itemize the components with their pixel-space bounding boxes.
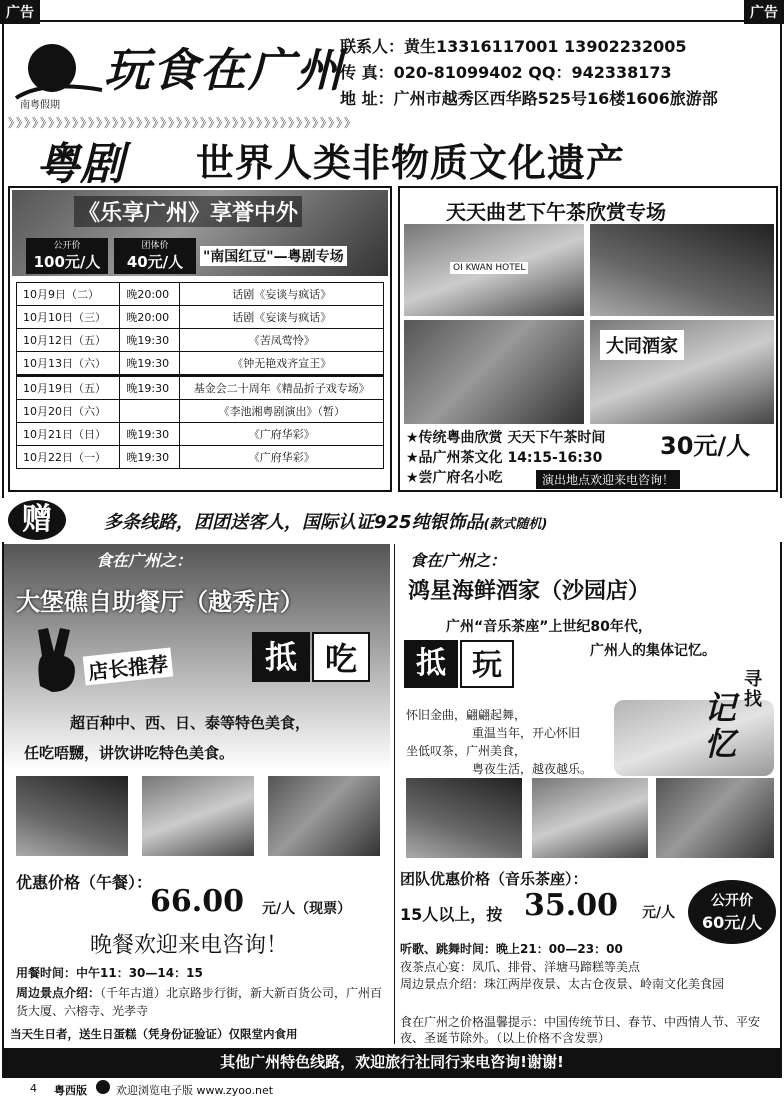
buffet-eat-badge: [252, 632, 372, 682]
schedule-date: 10月22日（一）: [17, 446, 120, 469]
buffet-price-unit: 元/人（现票）: [262, 901, 352, 917]
public-price-badge: [26, 238, 108, 274]
group-price-value: 40元/人: [126, 253, 184, 271]
schedule-date: 10月9日（二）: [17, 283, 120, 306]
buffet-hours: 用餐时间：中午11：30—14：15: [16, 966, 203, 980]
schedule-date: 10月19日（五）: [17, 376, 120, 400]
ad-tag-left: 广告: [0, 0, 40, 24]
schedule-date: 10月20日（六）: [17, 400, 120, 423]
buffet-kicker: 食在广州之：: [96, 551, 193, 570]
footer-bar: 其他广州特色线路，欢迎旅行社同行来电咨询!谢谢!: [2, 1048, 782, 1076]
schedule-show: 基金会二十周年《精品折子戏专场》: [180, 376, 384, 400]
seafood-price-value: 35.00: [524, 888, 618, 923]
schedule-show: 话剧《妄谈与疯话》: [180, 283, 384, 306]
contact-person-label: 联系人：: [340, 37, 405, 56]
schedule-time: 晚19:30: [120, 446, 180, 469]
buffet-food-photo-2: [142, 776, 254, 856]
seafood-music-label: 广州“音乐茶座”上世纪80年代，: [446, 619, 652, 635]
buffet-dinner-note: 晚餐欢迎来电咨询！: [90, 933, 289, 958]
buffet-price-value: 66.00: [150, 884, 244, 919]
page-number: 4: [30, 1082, 37, 1095]
seafood-memory-text-2: 记忆: [704, 689, 737, 763]
schedule-date: 10月12日（五）: [17, 329, 120, 352]
victory-hand-icon: [30, 626, 84, 694]
teacup-photo: [614, 700, 774, 776]
gift-badge: 赠: [8, 500, 66, 540]
schedule-row: [17, 329, 384, 352]
schedule-time: [120, 400, 180, 423]
teahouse-panel-title: 天天曲艺下午茶欣赏专场: [446, 200, 666, 224]
contact-block: [340, 34, 718, 112]
schedule-show: 《苦凤莺怜》: [180, 329, 384, 352]
seafood-poem-1: 怀旧金曲，翩翩起舞，: [406, 708, 527, 722]
seafood-poem-2: 重温当年，开心怀旧: [472, 726, 581, 740]
schedule-time: 晚19:30: [120, 423, 180, 446]
chevron-divider: 》》》》》》》》》》》》》》》》》》》》》》》》》》》》》》》》》》》》》》》》》》》: [8, 116, 359, 130]
gift-main-text: 多条线路，团团送客人，国际认证925纯银饰品: [104, 512, 484, 533]
dance-photo: [406, 778, 522, 858]
buffet-nearby: [16, 984, 386, 1020]
public-price-value: 100元/人: [33, 253, 101, 271]
teahouse-venue-note: 演出地点欢迎来电咨询！: [536, 470, 680, 489]
brand-logo-text: 玩食在广州: [104, 43, 344, 97]
hotel-sign: OI KWAN HOTEL: [450, 262, 528, 274]
page-edition: 粤西版: [54, 1084, 87, 1097]
contact-address-value: 广州市越秀区西华路525号16楼1606旅游部: [393, 89, 718, 108]
buffet-line-2: 任吃唔嬲，讲饮讲吃特色美食。: [24, 744, 235, 762]
teahouse-bullet-2: ★品广州茶文化: [406, 450, 503, 466]
seafood-kicker: 食在广州之：: [410, 551, 507, 570]
schedule-show: 话剧《妄谈与疯话》: [180, 306, 384, 329]
schedule-row: [17, 283, 384, 306]
seafood-name: 鸿星海鲜酒家（沙园店）: [408, 579, 651, 604]
buffet-food-photo-1: [16, 776, 128, 856]
teahouse-price: 30元/人: [660, 432, 751, 460]
contact-address-label: 地 址：: [340, 89, 394, 108]
site-logo-icon: [96, 1080, 110, 1094]
schedule-row: [17, 376, 384, 400]
seafood-hours: 听歌、跳舞时间：晚上21：00—23：00: [400, 942, 623, 956]
teahouse-bullet-1: ★传统粤曲欣赏: [406, 430, 503, 446]
schedule-time: 晚19:30: [120, 329, 180, 352]
seafood-public-price-badge: [688, 880, 776, 944]
opera-panel-title: 《乐享广州》享誉中外: [74, 196, 302, 227]
seafood-play-badge-2: 玩: [460, 640, 514, 688]
buffet-recommend-badge: 店长推荐: [83, 647, 174, 685]
brand-tagline: 南粤假期: [20, 100, 60, 111]
seafood-memory-text-1: 寻找: [744, 669, 762, 710]
seafood-snack: 夜茶点心宴：凤爪、排骨、洋塘马蹄糕等美点: [400, 960, 641, 974]
schedule-date: 10月10日（三）: [17, 306, 120, 329]
buffet-food-photo-3: [268, 776, 380, 856]
seafood-price-prefix: 15人以上，按: [400, 905, 503, 924]
schedule-date: 10月21日（日）: [17, 423, 120, 446]
schedule-time: 晚19:30: [120, 352, 180, 376]
river-photo: [404, 320, 584, 424]
group-price-badge: [114, 238, 196, 274]
schedule-row: [17, 352, 384, 376]
city-skyline-photo: [590, 224, 774, 316]
crowd-photo: [532, 778, 648, 858]
schedule-show: 《广府华彩》: [180, 423, 384, 446]
seafood-price-unit: 元/人: [642, 905, 676, 921]
seafood-poem-3: 坐低叹茶，广州美食，: [406, 744, 527, 758]
buffet-eat-badge-2: 吃: [312, 632, 370, 682]
buffet-line-1: 超百种中、西、日、泰等特色美食，: [70, 714, 311, 732]
schedule-show: 《广府华彩》: [180, 446, 384, 469]
hotel-photo: [404, 224, 584, 316]
restaurant-photo: [590, 320, 774, 424]
opera-schedule-table: [16, 282, 384, 469]
seafood-play-badge-1: 抵: [404, 640, 458, 688]
schedule-date: 10月13日（六）: [17, 352, 120, 376]
ad-tag-right: 广告: [744, 0, 784, 24]
seafood-poem: [406, 706, 592, 778]
seafood-public-value: 60元/人: [701, 913, 763, 932]
opera-panel-subtitle: "南国红豆"—粤剧专场: [200, 246, 347, 266]
schedule-row: [17, 423, 384, 446]
buffet-eat-badge-1: 抵: [252, 632, 310, 682]
contact-person-value: 黄生13316117001 13902232005: [404, 37, 687, 56]
contact-fax-value: 020-81099402 QQ：942338173: [393, 63, 672, 82]
schedule-row: [17, 400, 384, 423]
buffet-nearby-label: 周边景点介绍：: [16, 986, 101, 1000]
buffet-price-label: 优惠价格（午餐）：: [16, 873, 153, 892]
buffet-name: 大堡礁自助餐厅（越秀店）: [16, 588, 304, 616]
seafood-play-badge: [404, 640, 524, 690]
seafood-poem-4: 粤夜生活，越夜越乐。: [472, 762, 593, 776]
teahouse-bullet-1-extra: 天天下午茶时间: [507, 430, 606, 446]
seafood-public-label: 公开价: [711, 893, 753, 909]
gift-suffix: (款式随机): [483, 517, 548, 532]
teahouse-bullet-2-extra: 14:15-16:30: [507, 450, 603, 466]
headline-calligraphy: 粤剧: [36, 139, 124, 190]
schedule-show: 《李池湘粤剧演出》（暂）: [180, 400, 384, 423]
schedule-show: 《钟无艳戏齐宣王》: [180, 352, 384, 376]
seafood-tip: 食在广州之价格温馨提示：中国传统节日、春节、中西情人节、平安夜、圣诞节除外。（以上价格不含发票）: [400, 1015, 761, 1045]
schedule-row: [17, 446, 384, 469]
seafood-music-line2: 广州人的集体记忆。: [590, 643, 716, 659]
seafood-nearby: 周边景点介绍：珠江两岸夜景、太古仓夜景、岭南文化美食园: [400, 977, 725, 991]
teahouse-bullet-3: ★尝广府名小吃: [406, 470, 503, 486]
schedule-time: 晚19:30: [120, 376, 180, 400]
page-footer-note: 欢迎浏览电子版 www.zyoo.net: [116, 1084, 274, 1097]
buffet-birthday-note: 当天生日者，送生日蛋糕（凭身份证验证）仅限堂内食用: [10, 1027, 298, 1041]
public-price-label: 公开价: [53, 241, 81, 251]
schedule-row: [17, 306, 384, 329]
gift-text: [104, 508, 547, 534]
hall-photo: [656, 778, 774, 858]
schedule-time: 晚20:00: [120, 306, 180, 329]
group-price-label: 团体价: [141, 241, 169, 251]
buffet-nearby-value: （千年古道）北京路步行街，新大新百货公司，广州百货大厦、六榕寺、光孝寺: [16, 986, 383, 1018]
seafood-price-label: 团队优惠价格（音乐茶座）：: [400, 870, 588, 888]
schedule-time: 晚20:00: [120, 283, 180, 306]
restaurant-sign: 大同酒家: [600, 330, 684, 360]
contact-fax-label: 传 真：: [340, 63, 394, 82]
headline-title: 世界人类非物质文化遗产: [196, 141, 626, 185]
